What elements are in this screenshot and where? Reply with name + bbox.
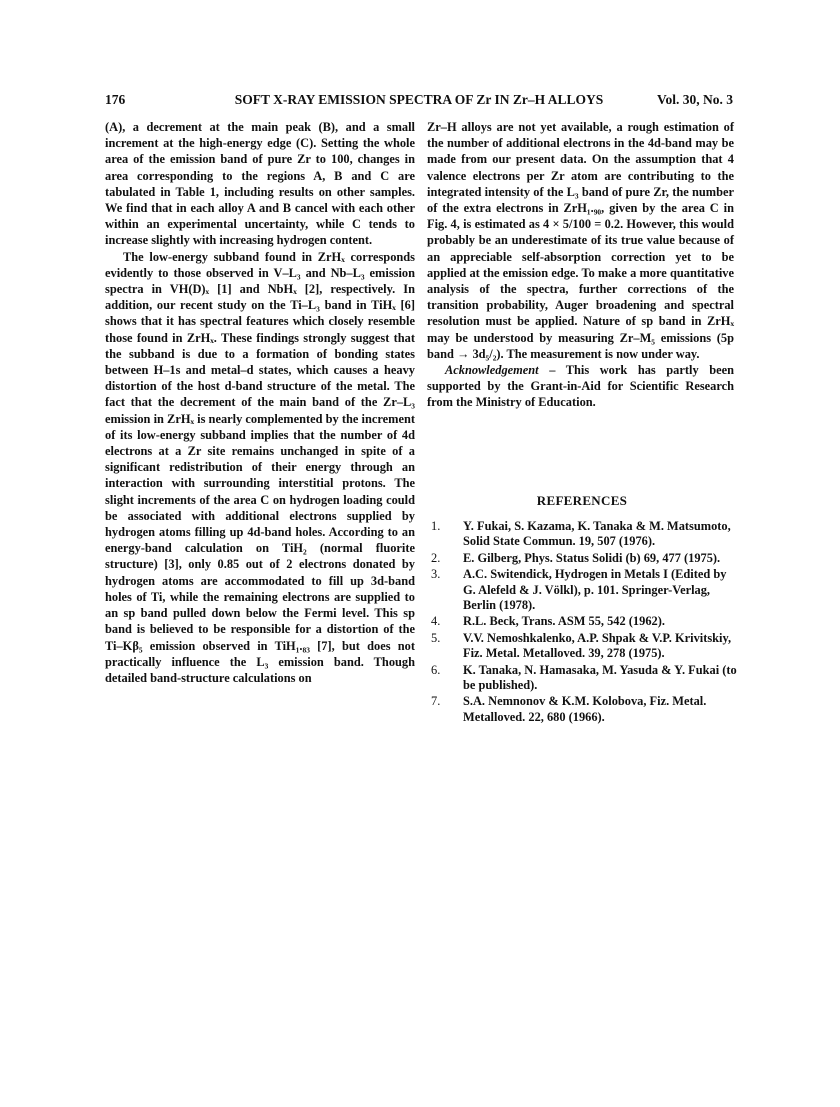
reference-text: E. Gilberg, Phys. Status Solidi (b) 69, 477 (1975). xyxy=(463,550,721,565)
references-heading: REFERENCES xyxy=(536,493,628,508)
running-title: SOFT X-RAY EMISSION SPECTRA OF Zr IN Zr–H ALLOYS xyxy=(234,92,604,107)
reference-number: 4. xyxy=(431,614,441,629)
right-column xyxy=(427,119,734,411)
reference-number: 5. xyxy=(431,630,441,645)
paragraph: (A), a decrement at the main peak (B), and a small increment at the high-energy edge (C). Setting the whole area of the emission band of pure Zr to 100, changes in area corresponding to the regions A, B and C are tabulated in Table 1, including results on other samples. We find that in each alloy A and B cancel with each other within an experimental uncertainty, while C tends to increase slightly with increasing hydrogen content. xyxy=(105,120,415,248)
references-section xyxy=(427,493,737,726)
acknowledgement xyxy=(427,362,734,411)
reference-item xyxy=(427,614,737,629)
reference-number: 6. xyxy=(431,662,441,677)
references-list xyxy=(427,519,737,725)
reference-item xyxy=(427,663,737,694)
reference-number: 7. xyxy=(431,694,441,709)
page-number: 176 xyxy=(105,92,126,107)
reference-item xyxy=(427,519,737,550)
left-column xyxy=(105,119,415,686)
volume-issue: Vol. 30, No. 3 xyxy=(656,92,733,107)
paragraph: Zr–H alloys are not yet available, a rough estimation of the number of additional electrons in the 4d-band may be made from our present data. On the assumption that 4 valence electrons per Zr atom are contributing to the integrated intensity of the L₃ band of pure Zr, the number of the extra electrons in ZrH₁.₉₀, given by the area C in Fig. 4, is estimated as 4 × 5/100 = 0.2. However, this would probably be an underestimate of its true value because of an appreciable self-absorption correction yet to be applied at the emission edge. To make a more quantitative analysis of the spectra, further corrections of the transition probability, Auger broadening and spectral resolution must be applied. Nature of sp band in ZrHₓ may be understood by measuring Zr–M₅ emissions (5p band → 3d₅/₂). The measurement is now under way. xyxy=(427,120,734,361)
reference-item xyxy=(427,694,737,725)
paragraph: The low-energy subband found in ZrHₓ corresponds evidently to those observed in V–L₃ and Nb–L₃ emission spectra in VH(D)ₓ [1] and NbHₓ [2], respectively. In addition, our recent study on the Ti–L₃ band in TiHₓ [6] shows that it has spectral features which closely resemble those found in ZrHₓ. These findings strongly suggest that the subband is due to a formation of bonding states between H–1s and metal–d states, which causes a heavy distortion of the host d-band structure of the metal. The fact that the decrement of the main band of the Zr–L₃ emission in ZrHₓ is nearly complemented by the increment of its low-energy subband implies that the number of 4d electrons at a Zr site remains unchanged in spite of a significant redistribution of their energy through an interaction with surrounding interstitial protons. The slight increments of the area C on hydrogen loading could be associated with additional electrons supplied by hydrogen atoms filling up 4d-band holes. According to an energy-band calculation on TiH₂ (normal fluorite structure) [3], only 0.85 out of 2 electrons donated by hydrogen atoms are accommodated to fill up 3d-band holes of Ti, while the remaining electrons are supplied to an sp band pulled down below the Fermi level. This sp band is believed to be responsible for a distortion of the Ti–Kβ₅ emission observed in TiH₁.₈₃ [7], but does not practically influence the L₃ emission band. Though detailed band-structure calculations on xyxy=(105,249,415,685)
reference-number: 3. xyxy=(431,567,441,582)
acknowledgement-label: Acknowledgement xyxy=(445,363,539,378)
reference-number: 2. xyxy=(431,550,441,565)
acknowledgement-text: – This work has partly been supported by the Grant-in-Aid for Scientific Research from the Ministry of Education. xyxy=(427,363,734,410)
reference-text: K. Tanaka, N. Hamasaka, M. Yasuda & Y. Fukai (to be published). xyxy=(463,662,737,693)
reference-text: A.C. Switendick, Hydrogen in Metals I (Edited by G. Alefeld & J. Völkl), p. 101. Springer-Verlag, Berlin (1978). xyxy=(463,567,727,613)
reference-item xyxy=(427,551,737,566)
reference-text: R.L. Beck, Trans. ASM 55, 542 (1962). xyxy=(463,614,665,629)
reference-number: 1. xyxy=(431,519,441,533)
reference-item xyxy=(427,567,737,613)
reference-text: S.A. Nemnonov & K.M. Kolobova, Fiz. Metal. Metalloved. 22, 680 (1966). xyxy=(463,694,707,724)
running-header xyxy=(105,92,733,112)
reference-item xyxy=(427,631,737,662)
reference-text: V.V. Nemoshkalenko, A.P. Shpak & V.P. Krivitskiy, Fiz. Metal. Metalloved. 39, 278 (1975). xyxy=(463,630,732,661)
reference-text: Y. Fukai, S. Kazama, K. Tanaka & M. Matsumoto, Solid State Commun. 19, 507 (1976). xyxy=(463,519,731,549)
